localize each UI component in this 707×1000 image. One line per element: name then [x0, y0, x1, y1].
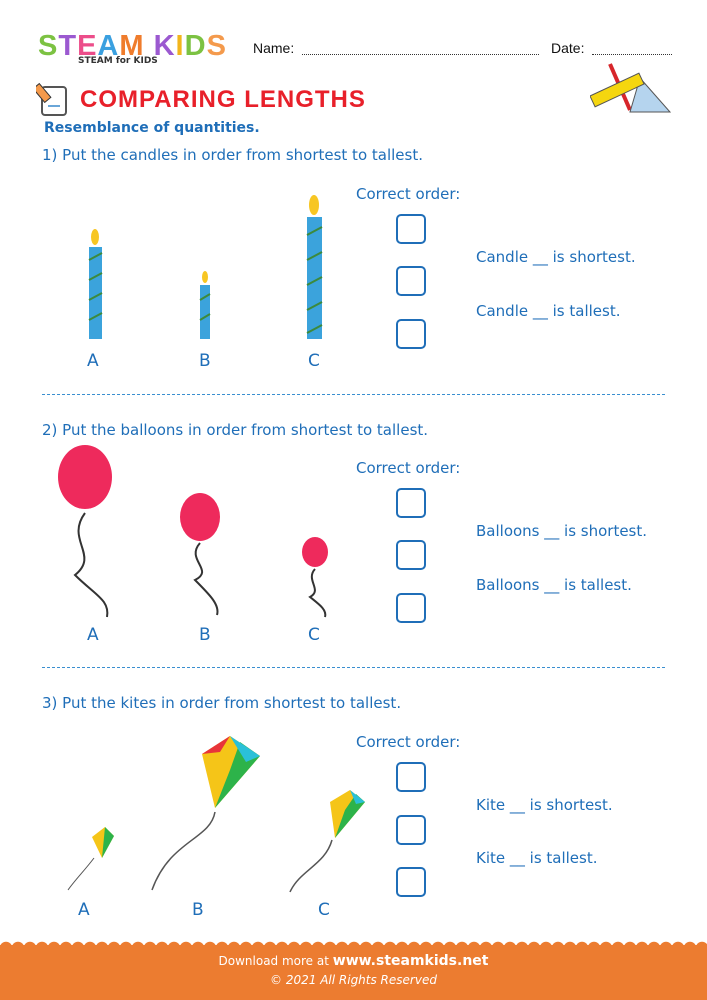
date-label: Date: — [551, 40, 585, 56]
candles-illustration — [60, 185, 340, 345]
download-line — [0, 953, 707, 969]
answer-box[interactable] — [396, 214, 426, 244]
steam-kids-logo: STEAM KIDS — [38, 30, 227, 62]
shortest-statement: Kite __ is shortest. — [476, 796, 613, 814]
correct-order-label: Correct order: — [356, 459, 461, 477]
correct-order-label: Correct order: — [356, 185, 461, 203]
name-field[interactable] — [302, 42, 539, 55]
copyright: © 2021 All Rights Reserved — [270, 973, 437, 987]
answer-box[interactable] — [396, 488, 426, 518]
kite-c — [290, 790, 365, 892]
name-label: Name: — [253, 40, 295, 56]
correct-order-label: Correct order: — [356, 733, 461, 751]
question-3: 3) Put the kites in order from shortest to tallest. — [42, 694, 402, 712]
shortest-statement: Candle __ is shortest. — [476, 248, 636, 266]
candle-a — [89, 229, 102, 339]
balloon-c — [302, 537, 328, 617]
question-2: 2) Put the balloons in order from shortest to tallest. — [42, 421, 429, 439]
logo-subtitle: STEAM for KIDS — [78, 56, 158, 66]
date-field[interactable] — [592, 42, 672, 55]
kite-label-a: A — [78, 900, 90, 920]
balloons-illustration — [55, 445, 345, 625]
ruler-triangle-icon — [590, 60, 676, 116]
answer-box[interactable] — [396, 319, 426, 349]
worksheet-icon — [36, 82, 70, 118]
answer-box[interactable] — [396, 266, 426, 296]
answer-box[interactable] — [396, 762, 426, 792]
kites-illustration — [60, 730, 370, 900]
candle-label-c: C — [308, 351, 320, 371]
balloon-label-b: B — [199, 625, 211, 645]
divider — [42, 394, 665, 395]
answer-box[interactable] — [396, 540, 426, 570]
download-text: Download more at — [218, 954, 329, 968]
answer-box[interactable] — [396, 867, 426, 897]
balloon-b — [180, 493, 220, 615]
answer-box[interactable] — [396, 815, 426, 845]
candle-label-b: B — [199, 351, 211, 371]
divider — [42, 667, 665, 668]
question-1: 1) Put the candles in order from shortest to tallest. — [42, 146, 423, 164]
shortest-statement: Balloons __ is shortest. — [476, 522, 648, 540]
tallest-statement: Candle __ is tallest. — [476, 302, 621, 320]
kite-b — [152, 736, 260, 890]
kite-a — [68, 827, 114, 890]
candle-b — [200, 271, 210, 339]
tallest-statement: Balloons __ is tallest. — [476, 576, 632, 594]
website-link[interactable]: www.steamkids.net — [332, 953, 489, 969]
page-title: COMPARING LENGTHS — [80, 86, 366, 113]
tallest-statement: Kite __ is tallest. — [476, 849, 598, 867]
subtitle: Resemblance of quantities. — [44, 120, 260, 136]
candle-label-a: A — [87, 351, 99, 371]
footer — [0, 945, 707, 1000]
kite-label-c: C — [318, 900, 330, 920]
candle-c — [307, 195, 322, 339]
balloon-label-a: A — [87, 625, 99, 645]
kite-label-b: B — [192, 900, 204, 920]
balloon-label-c: C — [308, 625, 320, 645]
balloon-a — [58, 445, 112, 617]
answer-box[interactable] — [396, 593, 426, 623]
